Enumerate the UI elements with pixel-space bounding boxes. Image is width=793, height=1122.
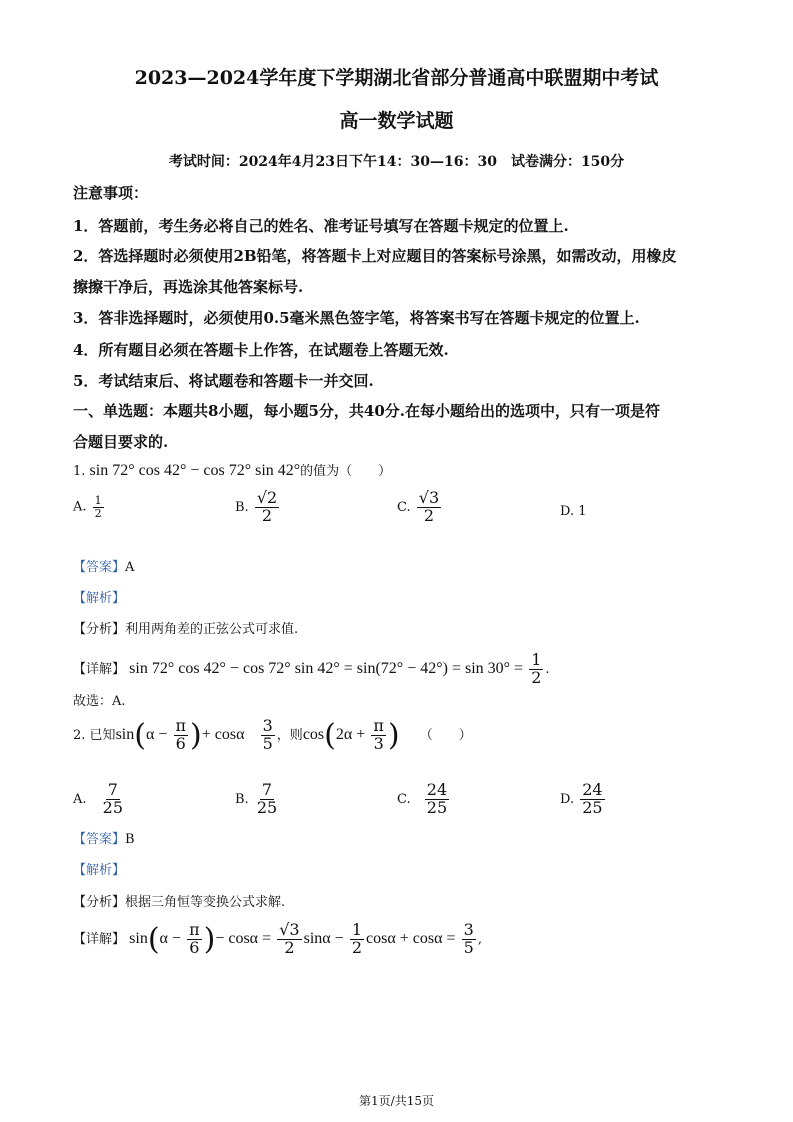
answer-tag: 【答案】 <box>73 560 126 575</box>
q2-option-c: C. $\frac{24}{25}$ <box>397 780 448 817</box>
notice-item-1: 1．答题前，考生务必将自己的姓名、准考证号填写在答题卡规定的位置上. <box>73 217 569 235</box>
q2-option-d: D. $\frac{24}{25}$ <box>560 780 603 817</box>
q1-expression: sin 72° cos 42° − cos 72° sin 42° <box>89 462 301 479</box>
notice-item-5: 5．考试结束后、将试题卷和答题卡一并交回. <box>73 372 374 390</box>
q2-fenxi: 【分析】根据三角恒等变换公式求解. <box>73 895 286 910</box>
q1-analysis-tag: 【解析】 <box>73 591 126 606</box>
notice-item-3: 3．答非选择题时，必须使用0.5毫米黑色签字笔，将答案书写在答题卡规定的位置上. <box>73 309 640 327</box>
q1-suffix: 的值为（ ） <box>300 464 392 479</box>
section-line-2: 合题目要求的. <box>73 433 169 451</box>
subject-title: 高一数学试题 <box>339 110 454 132</box>
q2-option-a: A. $\frac{7}{25}$ <box>73 780 124 817</box>
q2-option-b: B. $\frac{7}{25}$ <box>235 780 278 817</box>
notice-item-2-cont: 擦擦干净后，再选涂其他答案标号. <box>73 278 304 296</box>
section-line-1: 一、单选题：本题共8小题，每小题5分，共40分.在每小题给出的选项中，只有一项是符 <box>73 402 660 420</box>
notice-item-4: 4．所有题目必须在答题卡上作答，在试题卷上答题无效. <box>73 341 449 359</box>
q1-choose: 故选：A. <box>73 694 126 709</box>
page-number: 第1页/共15页 <box>359 1094 434 1108</box>
q2-analysis-tag: 【解析】 <box>73 863 126 878</box>
notice-heading: 注意事项： <box>73 184 149 202</box>
q1-option-a: A. $\frac{1}{2}$ <box>73 494 102 520</box>
exam-info: 考试时间：2024年4月23日下午14：30—16：30 试卷满分：150分 <box>168 154 625 170</box>
q1-fenxi: 【分析】利用两角差的正弦公式可求值. <box>73 622 299 637</box>
q1-option-c: C. $\frac{√3}{2}$ <box>397 488 440 525</box>
q1-stem <box>73 460 391 480</box>
notice-item-2: 2．答选择题时必须使用2B铅笔，将答题卡上对应题目的答案标号涂黑，如需改动，用橡皮 <box>73 247 677 265</box>
q1-option-b: B. $\frac{√2}{2}$ <box>235 488 278 525</box>
q1-detail: 【详解】 sin 72° cos 42° − cos 72° sin 42° = sin(72° − 42°) = sin 30° = $\frac{1}{2}$ . <box>73 650 550 687</box>
q1-number: 1. <box>73 464 86 479</box>
exam-title: 2023—2024学年度下学期湖北省部分普通高中联盟期中考试 <box>134 67 659 89</box>
q1-option-d: D. 1 <box>560 504 587 519</box>
answer-tag: 【答案】 <box>73 832 126 847</box>
q2-answer: 【答案】B <box>73 832 135 847</box>
q2-stem: 2. 已知sin(α − $\frac{\pi}{6}$ )+ cosα $\frac{3}{5}$ ，则cos(2α + $\frac{\pi}{3}$ ) （ ） <box>73 716 472 753</box>
q1-answer: 【答案】A <box>73 560 135 575</box>
q2-detail: 【详解】 sin(α − $\frac{\pi}{6}$ )− cosα = $\frac{√3}{2}$ sinα − $\frac{1}{2}$ cosα + cosα = $\frac{3}{5}$ , <box>73 920 482 957</box>
